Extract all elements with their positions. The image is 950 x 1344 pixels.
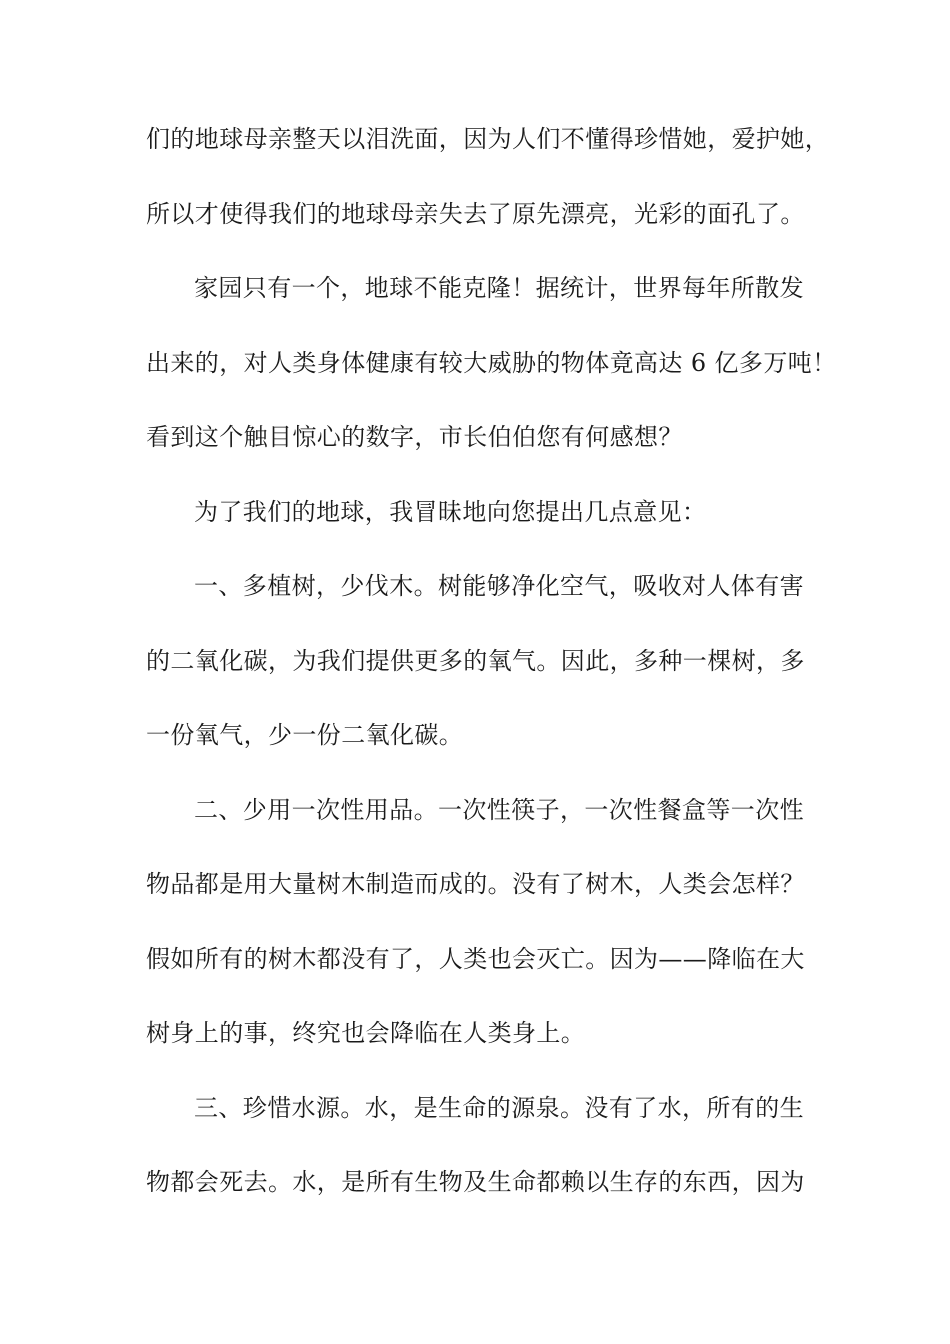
document-body	[146, 124, 837, 1242]
text-line-12: 假如所有的树木都没有了，人类也会灭亡。因为——降临在大	[146, 944, 805, 973]
text-line-13: 树身上的事，终究也会降临在人类身上。	[146, 1019, 586, 1047]
text-line-10: 二、少用一次性用品。一次性筷子，一次性餐盒等一次性	[194, 795, 804, 824]
text-line-1: 们的地球母亲整天以泪洗面，因为人们不懂得珍惜她，爱护她，	[146, 125, 830, 153]
text-line-2: 所以才使得我们的地球母亲失去了原先漂亮，光彩的面孔了。	[146, 199, 805, 228]
text-line-3: 家园只有一个，地球不能克隆！据统计，世界每年所散发	[194, 274, 804, 302]
text-line-14: 三、珍惜水源。水，是生命的源泉。没有了水，所有的生	[194, 1093, 804, 1122]
text-line-5: 看到这个触目惊心的数字，市长伯伯您有何感想？	[146, 423, 683, 451]
text-line-11: 物品都是用大量树木制造而成的。没有了树木，人类会怎样？	[146, 870, 805, 898]
text-line-6: 为了我们的地球，我冒昧地向您提出几点意见：	[194, 497, 707, 526]
text-line-4: 出来的，对人类身体健康有较大威胁的物体竟高达 6 亿多万吨！	[146, 348, 837, 377]
text-line-15: 物都会死去。水，是所有生物及生命都赖以生存的东西，因为	[146, 1168, 805, 1196]
text-line-9: 一份氧气，少一份二氧化碳。	[146, 721, 464, 749]
text-line-8: 的二氧化碳，为我们提供更多的氧气。因此，多种一棵树，多	[146, 646, 805, 675]
text-line-7: 一、多植树，少伐木。树能够净化空气，吸收对人体有害	[194, 572, 804, 600]
